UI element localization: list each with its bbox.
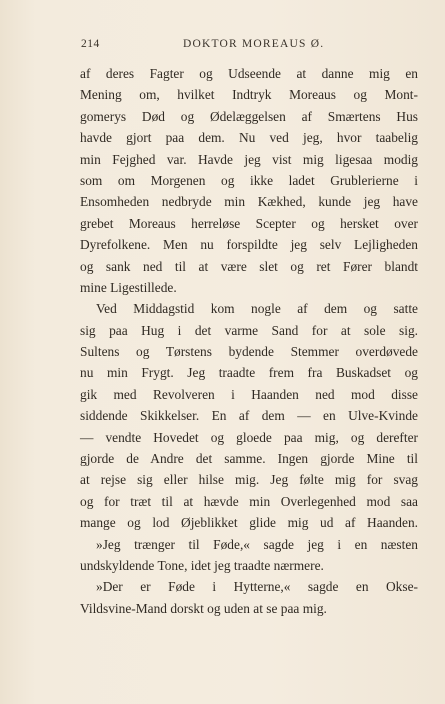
running-title: DOKTOR MOREAUS Ø. bbox=[183, 38, 325, 50]
body-text bbox=[80, 63, 418, 619]
text-line: »Jeg trænger til Føde,« sagde jeg i en næsten bbox=[96, 536, 418, 552]
text-line: min Fejghed var. Havde jeg vist mig ligesaa modig bbox=[80, 151, 418, 167]
text-line: af deres Fagter og Udseende at danne mig en bbox=[80, 66, 418, 81]
text-line: at rejse sig eller hilse mig. Jeg følte mig for svag bbox=[80, 472, 418, 488]
text-line: og for træt til at hævde min Overlegenhed mod saa bbox=[80, 493, 418, 509]
text-line: Sultens og Tørstens bydende Stemmer overdøvede bbox=[80, 344, 418, 360]
text-line: undskyldende Tone, idet jeg traadte nærmere. bbox=[80, 557, 324, 573]
text-line: Vildsvine-Mand dorskt og uden at se paa mig. bbox=[80, 600, 327, 616]
text-line: gik med Revolveren i Haanden ned mod disse bbox=[80, 386, 418, 402]
text-line: som om Morgenen og ikke ladet Grublerierne i bbox=[80, 172, 418, 188]
text-line: — vendte Hovedet og gloede paa mig, og derefter bbox=[80, 429, 418, 445]
page-number: 214 bbox=[81, 38, 100, 50]
page-header bbox=[81, 38, 411, 54]
text-line: »Der er Føde i Hytterne,« sagde en Okse- bbox=[96, 579, 418, 595]
text-line: og sank ned til at være slet og ret Fører blandt bbox=[80, 258, 418, 274]
text-line: mange og lod Øjeblikket glide mig ud af Haanden. bbox=[80, 515, 418, 531]
text-line: grebet Moreaus herreløse Scepter og hersket over bbox=[80, 215, 418, 231]
text-line: Ensomheden nedbryde min Kækhed, kunde jeg have bbox=[80, 194, 418, 210]
text-line: gomerys Død og Ødelæggelsen af Smærtens Hus bbox=[80, 108, 418, 124]
text-line: siddende Skikkelser. En af dem — en Ulve-Kvinde bbox=[80, 408, 418, 424]
text-line: mine Ligestillede. bbox=[80, 279, 177, 295]
text-line: Ved Middagstid kom nogle af dem og satte bbox=[96, 301, 418, 317]
text-line: Dyrefolkene. Men nu forspildte jeg selv Lejligheden bbox=[80, 237, 418, 253]
text-line: Mening om, hvilket Indtryk Moreaus og Mont- bbox=[80, 87, 418, 103]
text-line: gjorde de Andre det samme. Ingen gjorde Mine til bbox=[80, 451, 418, 467]
text-line: havde gjort paa dem. Nu ved jeg, hvor taabelig bbox=[80, 130, 418, 146]
text-line: nu min Frygt. Jeg traadte frem fra Buskadset og bbox=[80, 365, 418, 381]
text-line: sig paa Hug i det varme Sand for at sole sig. bbox=[80, 322, 418, 338]
